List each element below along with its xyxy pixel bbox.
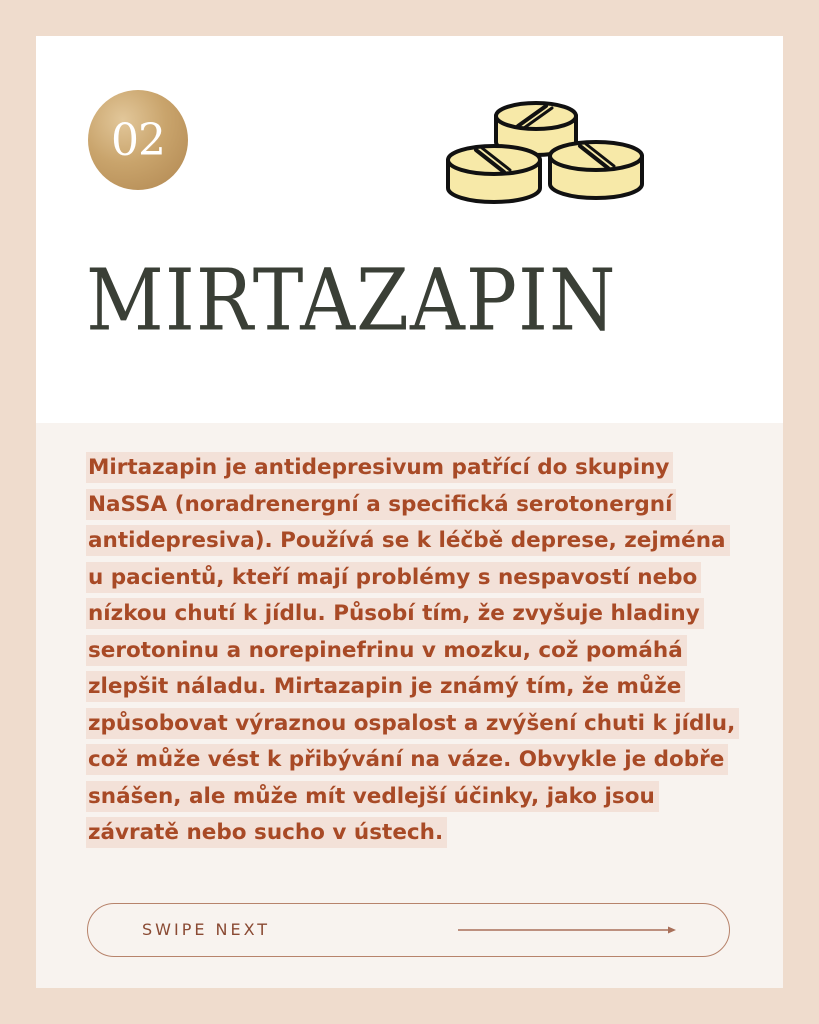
- slide-number: 02: [111, 114, 165, 166]
- pill-right: [550, 142, 642, 198]
- pill-left: [448, 146, 540, 202]
- page-title: MIRTAZAPIN: [86, 250, 617, 350]
- slide-card: [36, 36, 783, 988]
- description-paragraph: [86, 450, 736, 852]
- pills-icon: [406, 88, 651, 208]
- swipe-next-button[interactable]: [87, 903, 730, 957]
- swipe-next-label: SWIPE NEXT: [142, 920, 271, 939]
- description-text: Mirtazapin je antidepresivum patřící do skupiny NaSSA (noradrenergní a specifická serotonergní antidepresiva). Používá se k léčbě deprese, zejména u pacientů, kteří mají problémy s nespavostí nebo nízkou chutí k jídlu. Působí tím, že zvyšuje hladiny serotoninu a norepinefrinu v mozku, což pomáhá zlepšit náladu. Mirtazapin je známý tím, že může způsobovat výraznou ospalost a zvýšení chuti k jídlu, což může vést k přibývání na váze. Obvykle je dobře snášen, ale může mít vedlejší účinky, jako jsou závratě nebo sucho v ústech.: [86, 452, 739, 848]
- slide-number-badge: [88, 90, 188, 190]
- arrow-right-icon: [458, 923, 680, 937]
